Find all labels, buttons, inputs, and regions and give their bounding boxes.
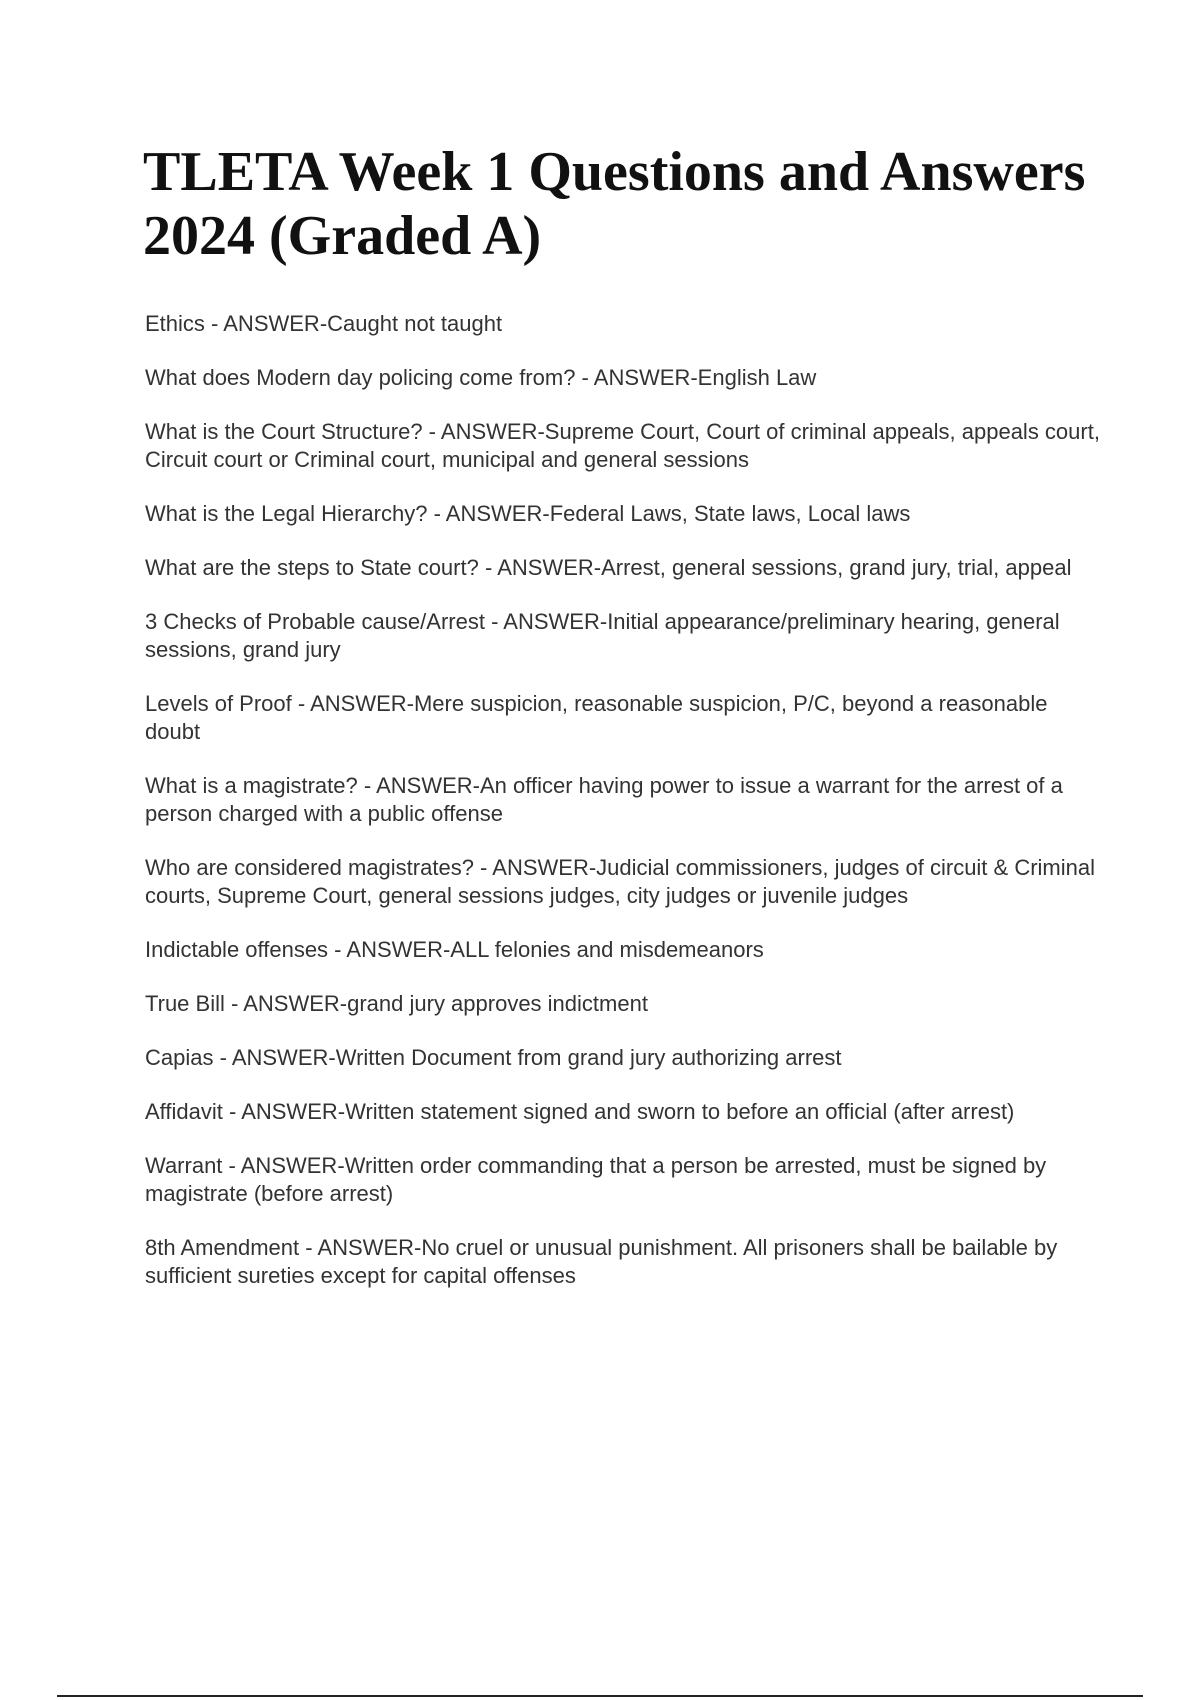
qa-list xyxy=(145,310,1105,1316)
answer-text: Federal Laws, State laws, Local laws xyxy=(549,501,911,526)
question-text: Who are considered magistrates? xyxy=(145,855,474,880)
page-title: TLETA Week 1 Questions and Answers 2024 (Graded A) xyxy=(143,141,1086,267)
qa-item xyxy=(145,418,1105,474)
qa-item xyxy=(145,608,1105,664)
question-text: Ethics xyxy=(145,311,205,336)
answer-text: No cruel or unusual punishment. All prisoners shall be bailable by sufficient sureties except for capital offenses xyxy=(145,1235,1058,1288)
answer-separator: - ANSWER- xyxy=(222,1153,345,1178)
question-text: True Bill xyxy=(145,991,225,1016)
question-text: What is the Court Structure? xyxy=(145,419,423,444)
qa-item xyxy=(145,500,1105,528)
answer-separator: - ANSWER- xyxy=(478,555,602,580)
answer-separator: - ANSWER- xyxy=(427,501,550,526)
question-text: What is the Legal Hierarchy? xyxy=(145,501,428,526)
question-text: Affidavit xyxy=(145,1099,223,1124)
answer-separator: - ANSWER- xyxy=(222,1099,346,1124)
question-text: What does Modern day policing come from? xyxy=(145,365,576,390)
question-text: 3 Checks of Probable cause/Arrest xyxy=(145,609,485,634)
answer-text: Written order commanding that a person be arrested, must be signed by magistrate (before arrest) xyxy=(145,1153,1047,1206)
answer-separator: - ANSWER- xyxy=(473,855,597,880)
qa-item xyxy=(145,936,1105,964)
answer-text: Judicial commissioners, judges of circuit & Criminal courts, Supreme Court, general sessions judges, city judges or juvenile judges xyxy=(145,855,1095,908)
answer-text: ALL felonies and misdemeanors xyxy=(450,937,764,962)
answer-separator: - ANSWER- xyxy=(328,937,451,962)
question-text: What is a magistrate? xyxy=(145,773,358,798)
qa-item xyxy=(145,554,1105,582)
question-text: 8th Amendment xyxy=(145,1235,300,1260)
answer-text: Supreme Court, Court of criminal appeals, appeals court, Circuit court or Criminal court, municipal and general sessions xyxy=(145,419,1100,472)
answer-separator: - ANSWER- xyxy=(299,1235,422,1260)
answer-text: An officer having power to issue a warrant for the arrest of a person charged with a public offense xyxy=(145,773,1063,826)
answer-text: grand jury approves indictment xyxy=(347,991,648,1016)
answer-separator: - ANSWER- xyxy=(422,419,545,444)
answer-separator: - ANSWER- xyxy=(204,311,328,336)
qa-item xyxy=(145,690,1105,746)
answer-text: Initial appearance/preliminary hearing, general sessions, grand jury xyxy=(145,609,1060,662)
question-text: What are the steps to State court? xyxy=(145,555,479,580)
answer-text: Arrest, general sessions, grand jury, trial, appeal xyxy=(601,555,1072,580)
qa-item xyxy=(145,772,1105,828)
answer-separator: - ANSWER- xyxy=(213,1045,336,1070)
answer-separator: - ANSWER- xyxy=(357,773,480,798)
qa-item xyxy=(145,1044,1105,1072)
answer-separator: - ANSWER- xyxy=(291,691,414,716)
answer-text: English Law xyxy=(697,365,817,390)
answer-text: Caught not taught xyxy=(327,311,503,336)
answer-separator: - ANSWER- xyxy=(224,991,348,1016)
qa-item xyxy=(145,1152,1105,1208)
qa-item xyxy=(145,310,1105,338)
answer-text: Written Document from grand jury authorizing arrest xyxy=(335,1045,842,1070)
answer-text: Mere suspicion, reasonable suspicion, P/C, beyond a reasonable doubt xyxy=(145,691,1048,744)
footer-divider xyxy=(57,1695,1143,1697)
answer-separator: - ANSWER- xyxy=(575,365,698,390)
answer-text: Written statement signed and sworn to before an official (after arrest) xyxy=(345,1099,1015,1124)
qa-item xyxy=(145,854,1105,910)
qa-item xyxy=(145,990,1105,1018)
qa-item xyxy=(145,1234,1105,1290)
question-text: Capias xyxy=(145,1045,214,1070)
question-text: Warrant xyxy=(145,1153,223,1178)
question-text: Indictable offenses xyxy=(145,937,329,962)
qa-item xyxy=(145,1098,1105,1126)
answer-separator: - ANSWER- xyxy=(484,609,608,634)
qa-item xyxy=(145,364,1105,392)
question-text: Levels of Proof xyxy=(145,691,292,716)
